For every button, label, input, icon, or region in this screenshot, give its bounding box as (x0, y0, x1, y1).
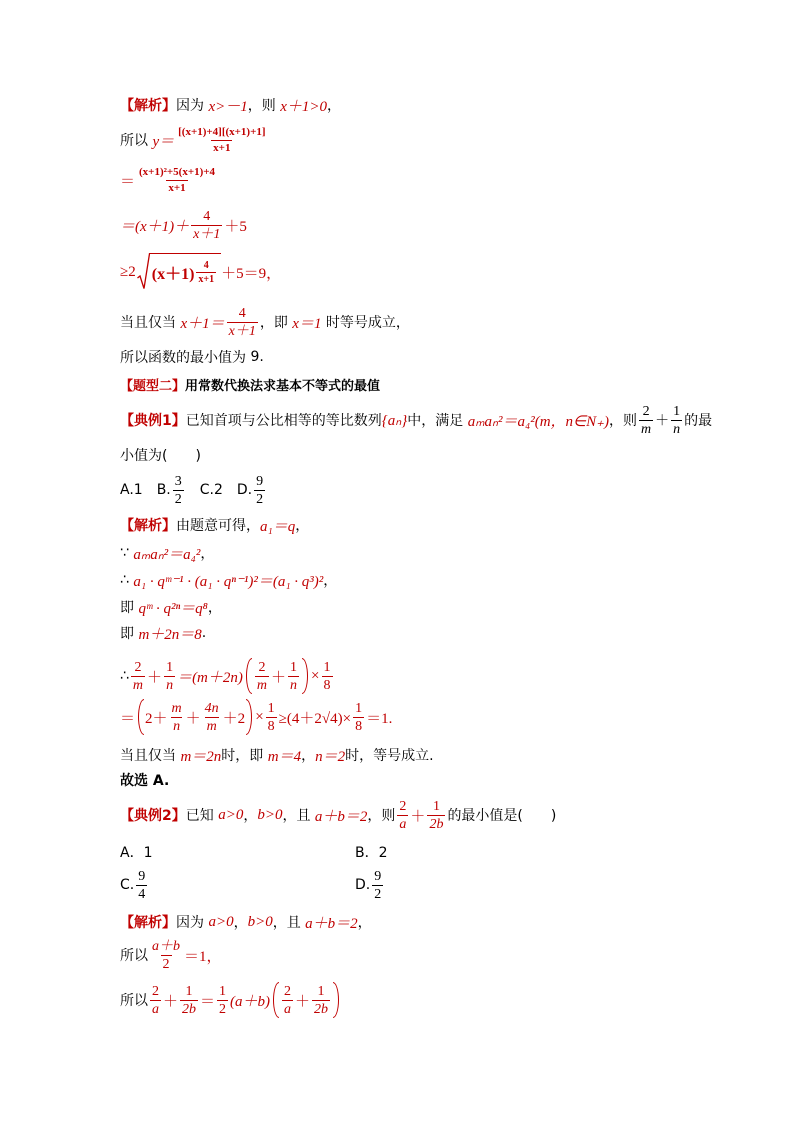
fraction (671, 404, 682, 437)
fraction-denominator: n (673, 421, 681, 437)
fraction (639, 404, 653, 437)
fraction (173, 474, 184, 507)
fraction (176, 126, 267, 155)
math: (a＋b) (230, 993, 271, 1010)
math: x＋1>0 (280, 98, 327, 115)
radicand (150, 253, 221, 291)
text: . (201, 625, 207, 641)
fraction-numerator: 4n (204, 700, 219, 716)
fraction-numerator: 4 (238, 305, 246, 321)
fraction-numerator: [(x+1)+4][(x+1)+1] (178, 125, 266, 138)
fraction-numerator: 9 (256, 473, 264, 489)
section-label: 【题型二】 (120, 378, 186, 394)
math: qᵐ · q²ⁿ＝q⁸ (138, 600, 208, 617)
choice-b: B．2 (355, 845, 388, 861)
fraction-numerator: 1 (185, 983, 193, 999)
math: m＝4 (267, 748, 302, 765)
fraction-numerator: 2 (152, 983, 159, 999)
math: ＝1， (184, 948, 222, 965)
fraction-denominator: 2b (182, 1001, 197, 1017)
fraction (255, 660, 269, 693)
fraction-numerator: 1 (317, 983, 325, 999)
fraction-numerator: 1 (432, 798, 440, 814)
text: ＋ (655, 413, 670, 429)
fraction-denominator: 2 (174, 491, 182, 507)
math: x＋1＝ (180, 315, 225, 332)
math: × (255, 708, 264, 725)
fraction-numerator: 1 (267, 700, 275, 716)
fraction-numerator: 2 (258, 659, 266, 675)
math: ＋5 (224, 218, 247, 235)
text-line (120, 611, 206, 655)
text: 所以 (120, 133, 153, 149)
fraction-denominator: x+1 (198, 274, 215, 285)
text: 所以 (120, 993, 148, 1009)
fraction (203, 701, 221, 734)
text: 时，等号成立. (345, 748, 434, 764)
fraction-numerator: 3 (174, 473, 182, 489)
fraction-numerator: 9 (374, 868, 382, 884)
text: ， (323, 573, 338, 589)
left-paren-shape (246, 658, 252, 694)
radical-sign (137, 253, 150, 291)
fraction-numerator: 1 (355, 700, 363, 716)
math: aₘaₙ²＝a₄²(m，n∈N₊) (467, 413, 610, 430)
fraction-numerator: (x+1)²+5(x+1)+4 (139, 165, 216, 178)
fraction-numerator: 1 (219, 983, 227, 999)
text: ，则 (247, 98, 281, 114)
text: ， (200, 546, 215, 562)
answer-value: 9 (250, 349, 260, 365)
fraction (322, 660, 333, 693)
fraction-denominator: m (256, 677, 268, 693)
text: ， (326, 98, 341, 114)
fraction-numerator: 9 (138, 868, 146, 884)
text: 的最小值是( ) (447, 808, 557, 824)
math: ＝ (200, 993, 216, 1010)
fraction-denominator: a (284, 1001, 292, 1017)
text: 即 (120, 626, 139, 642)
fraction (191, 209, 222, 242)
math: ＋ (147, 669, 163, 686)
math: aₘaₙ²＝a₄² (133, 546, 201, 563)
fraction-denominator: 8 (323, 677, 331, 693)
fraction-numerator: 2 (642, 403, 650, 419)
fraction (427, 799, 445, 832)
fraction-denominator: 2b (314, 1001, 329, 1017)
math: m＝2n (180, 748, 222, 765)
fraction (170, 701, 184, 734)
fraction (164, 660, 175, 693)
text: 所以函数的最小值为 (120, 350, 251, 366)
math: ＋ (163, 993, 179, 1010)
text-line (120, 250, 281, 294)
choice-c: C.2 (199, 482, 223, 498)
left-paren-shape (138, 699, 144, 735)
fraction-denominator: 8 (355, 718, 363, 734)
math: a₁ · qᵐ⁻¹ · (a₁ · qⁿ⁻¹)²＝(a₁ · q³)² (133, 573, 324, 590)
fraction-denominator: 8 (267, 718, 275, 734)
math: ≥2 (120, 263, 136, 280)
fraction-numerator: 1 (673, 403, 681, 419)
fraction-numerator: a＋b (152, 938, 180, 954)
math: ＋ (271, 669, 287, 686)
math: ＝1. (366, 710, 393, 727)
text: ∴ (120, 668, 129, 684)
fraction-numerator: 4 (203, 260, 209, 271)
math: ＝ (120, 710, 136, 727)
fraction-denominator: 4 (138, 886, 146, 902)
text-line (120, 933, 222, 977)
choice-d-label: D. (236, 482, 253, 498)
text-line (120, 398, 712, 442)
math: ＋5＝9， (221, 265, 282, 282)
fraction (312, 984, 330, 1017)
math: m＋2n＝8 (138, 626, 202, 643)
text: 即 (120, 600, 139, 616)
fraction-denominator: n (166, 677, 174, 693)
fraction-numerator: m (171, 700, 182, 716)
math: ＋ (410, 808, 426, 825)
fraction (227, 306, 258, 339)
text: ， (301, 748, 316, 764)
choice-b-label: B. (156, 482, 171, 498)
left-paren-shape (273, 982, 279, 1018)
math: {aₙ} (381, 412, 408, 429)
text-line (120, 978, 342, 1022)
fraction (372, 869, 383, 902)
section-title: 用常数代换法求基本不等式的最值 (185, 378, 381, 394)
solution-label: 【解析】 (120, 518, 176, 534)
math: ＋2 (222, 710, 246, 727)
text: 当且仅当 (120, 748, 181, 764)
fraction (137, 166, 217, 195)
math: (x＋1) (151, 266, 195, 283)
fraction (180, 984, 198, 1017)
fraction (288, 660, 299, 693)
text: . (259, 349, 264, 365)
text: 当且仅当 (120, 315, 181, 331)
fraction-denominator: 2b (429, 816, 444, 832)
text: 由题意可得， (176, 518, 260, 534)
choice-c-label: C. (120, 877, 135, 893)
math: × (311, 667, 320, 684)
text: ，则 (609, 413, 638, 429)
fraction-denominator: 2 (256, 491, 264, 507)
fraction-denominator: n (173, 718, 181, 734)
choice-a: A.1 (120, 482, 143, 498)
math: 2＋ (145, 710, 168, 727)
fraction-numerator: 2 (284, 983, 292, 999)
fraction-denominator: x+1 (168, 181, 186, 194)
text-line (120, 118, 270, 162)
fraction-denominator: x＋1 (228, 323, 256, 339)
text: ∵ (120, 545, 134, 561)
text: ， (233, 915, 248, 931)
text: ， (207, 600, 222, 616)
fraction (282, 984, 293, 1017)
math: ＝(x＋1)＋ (120, 218, 190, 235)
math: ＋ (295, 993, 311, 1010)
math: x>－1 (208, 98, 248, 115)
fraction (196, 260, 216, 285)
fraction-numerator: 1 (323, 659, 331, 675)
text: 时等号成立， (321, 315, 410, 331)
fraction-numerator: 1 (166, 659, 174, 675)
math: a＋b＝2 (314, 808, 368, 825)
text: ， (357, 915, 372, 931)
math: x＝1 (292, 315, 322, 332)
math: ≥(4＋2√4)× (278, 710, 352, 727)
text: ，则 (367, 808, 396, 824)
fraction (131, 660, 145, 693)
square-root (137, 253, 221, 291)
text: ，且 (272, 915, 306, 931)
text: 中，满足 (407, 413, 468, 429)
text: ， (295, 518, 310, 534)
text: 所以 (120, 948, 148, 964)
fraction-numerator: 2 (399, 798, 407, 814)
fraction-denominator: 2 (374, 886, 382, 902)
text: 时，即 (221, 748, 268, 764)
text: 已知 (185, 808, 219, 824)
answer-conclusion: 故选 A. (120, 773, 170, 789)
math: a>0 (218, 806, 244, 823)
fraction (136, 869, 147, 902)
math: ＝ (120, 173, 136, 190)
solution-label: 【解析】 (120, 915, 176, 931)
fraction-denominator: m (641, 421, 652, 437)
choice-d-label: D. (355, 877, 371, 893)
text: ， (243, 808, 258, 824)
text-line (120, 654, 335, 698)
text: 因为 (176, 98, 209, 114)
text: 的最 (684, 413, 713, 429)
right-paren-shape (246, 699, 252, 735)
fraction (254, 474, 265, 507)
fraction-denominator: 2 (162, 956, 170, 972)
solution-label: 【解析】 (120, 98, 176, 114)
right-paren-shape (333, 982, 339, 1018)
text: ∴ (120, 572, 134, 588)
text: ，即 (259, 315, 293, 331)
fraction-denominator: x+1 (213, 141, 231, 154)
math: ＋ (185, 710, 201, 727)
math: a>0 (208, 913, 234, 930)
math: a₁＝q (260, 518, 296, 535)
fraction-denominator: m (132, 677, 144, 693)
fraction (217, 984, 228, 1017)
math: ＝(m＋2n) (177, 669, 243, 686)
text-line (120, 158, 219, 202)
fraction-denominator: x＋1 (193, 226, 221, 242)
example-label: 【典例2】 (120, 808, 186, 824)
example-label: 【典例1】 (120, 413, 186, 429)
fraction-numerator: 4 (203, 208, 211, 224)
fraction (397, 799, 408, 832)
text: 小值为( ) (120, 448, 201, 464)
fraction (353, 701, 364, 734)
math: a＋b＝2 (305, 915, 358, 932)
fraction-denominator: 2 (219, 1001, 227, 1017)
fraction-numerator: 2 (134, 659, 142, 675)
math: b>0 (247, 913, 273, 930)
math: n＝2 (315, 748, 346, 765)
choice-a: A．1 (120, 845, 153, 861)
fraction-denominator: a (399, 816, 407, 832)
right-paren-shape (302, 658, 308, 694)
fraction-denominator: n (290, 677, 298, 693)
fraction-denominator: a (152, 1001, 159, 1017)
text: 因为 (176, 915, 209, 931)
fraction-denominator: m (206, 718, 217, 734)
fraction (266, 701, 277, 734)
text-line (120, 203, 247, 247)
fraction (150, 984, 161, 1017)
math: b>0 (257, 806, 283, 823)
text: ，且 (282, 808, 315, 824)
fraction-numerator: 1 (290, 659, 298, 675)
math: y＝ (152, 133, 175, 150)
text: 已知首项与公比相等的等比数列 (185, 413, 382, 429)
fraction (150, 939, 182, 972)
